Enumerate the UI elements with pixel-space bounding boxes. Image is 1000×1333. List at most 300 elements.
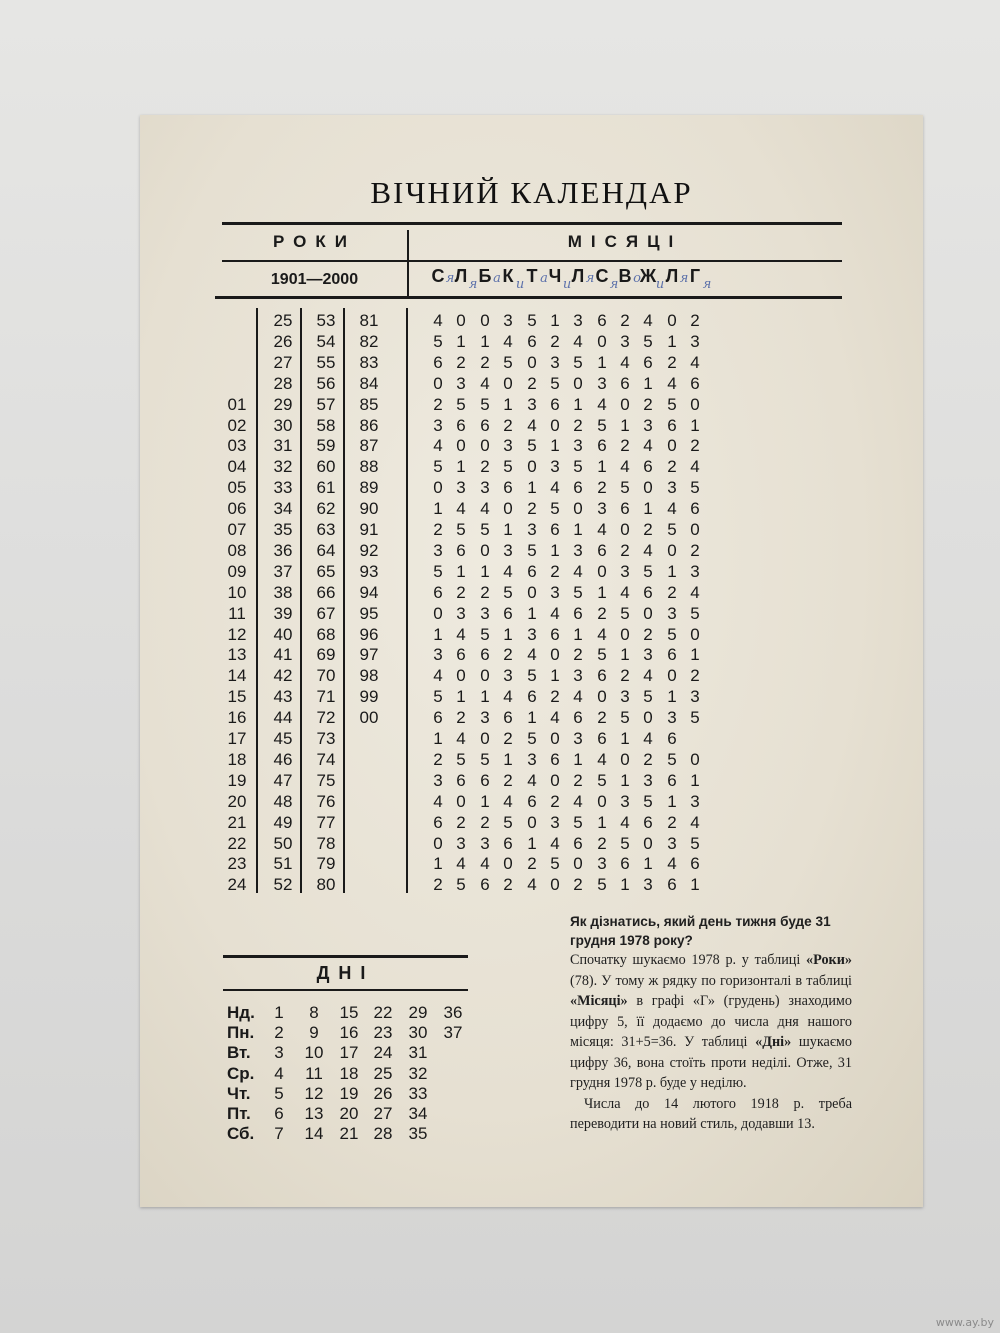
year-cell: 44 [273,708,293,728]
month-offset-cell: 2 [620,311,630,330]
year-cell: 64 [316,540,336,560]
year-cell: 80 [316,875,336,895]
month-offset-cell: 2 [620,436,630,456]
month-offset-cell: 2 [690,436,700,456]
day-number: 33 [408,1083,428,1103]
year-cell: 43 [273,687,293,707]
year-cell: 21 [227,812,247,832]
month-offset-cell: 2 [456,708,466,728]
month-offset-cell: 4 [550,708,560,728]
month-offset-cell: 5 [550,854,560,874]
month-offset-cell: 1 [620,875,630,895]
day-name: Чт. [227,1083,251,1103]
instructions-term-dni: «Дні» [755,1034,792,1050]
month-handwritten-note: а [493,271,501,286]
month-offset-cell: 5 [480,749,490,769]
year-cell: 88 [359,457,379,477]
year-cell: 54 [316,331,336,351]
month-offset-cell: 0 [690,394,700,414]
month-label: С [595,266,609,286]
month-offset-cell: 2 [643,520,653,539]
month-offset-cell: 3 [456,603,466,623]
month-offset-cell: 5 [550,499,560,519]
year-cell: 16 [227,708,247,728]
day-number: 21 [339,1124,359,1144]
month-offset-cell: 2 [597,478,607,498]
month-offset-cell: 5 [456,394,466,414]
year-cell: 50 [273,833,293,853]
month-offset-cell: 1 [480,791,490,811]
year-cell: 75 [316,770,336,790]
year-cell: 67 [316,603,336,623]
month-offset-cell: 3 [620,687,630,707]
year-cell: 45 [273,729,293,748]
month-offset-cell: 2 [527,499,537,519]
year-cell: 53 [316,311,336,330]
month-offset-cell: 4 [690,582,700,602]
month-offset-cell: 1 [503,749,513,769]
year-cell: 47 [273,770,293,790]
month-label: Б [478,266,492,286]
month-offset-cell: 5 [643,561,653,581]
month-offset-cell: 6 [527,791,537,811]
day-number: 11 [305,1063,323,1083]
instructions-text: (78). У тому ж рядку по горизонталі в таблиці [570,972,852,989]
page-title: ВІЧНИЙ КАЛЕНДАР [370,175,693,210]
month-offset-cell: 5 [573,812,583,832]
month-offset-cell: 4 [620,352,630,372]
month-offset-cell: 3 [480,478,490,498]
month-label: Ч [548,266,562,286]
day-name: Вт. [227,1043,251,1063]
month-offset-cell: 4 [550,478,560,498]
month-offset-cell: 6 [620,854,630,874]
month-offset-cell: 5 [503,812,513,832]
month-offset-cell: 4 [620,457,630,477]
year-cell: 36 [273,540,293,560]
month-offset-cell: 4 [597,749,607,769]
year-cell: 05 [227,478,247,498]
month-offset-cell: 6 [456,645,466,665]
month-label: Ж [639,266,657,286]
month-offset-cell: 6 [433,812,443,832]
month-offset-cell: 1 [620,415,630,435]
month-offset-cell: 2 [597,603,607,623]
month-offset-cell: 6 [643,457,653,477]
year-cell: 24 [227,875,247,895]
year-cell: 02 [227,415,247,435]
month-offset-cell: 1 [433,854,443,874]
month-offset-cell: 4 [597,624,607,644]
year-cell: 55 [316,352,336,372]
year-cell: 81 [359,311,379,330]
year-cell: 72 [316,708,336,728]
year-cell: 07 [227,520,247,539]
month-offset-cell: 6 [667,875,677,895]
month-offset-cell: 5 [643,687,653,707]
month-offset-cell: 2 [503,645,513,665]
instructions-paragraph-1 [570,950,852,1094]
month-offset-cell: 1 [433,624,443,644]
instructions-text: Спочатку шукаємо 1978 р. у таблиці [570,952,807,968]
month-offset-cell: 3 [573,540,583,560]
month-offset-cell: 3 [550,812,560,832]
month-offset-cell: 5 [480,394,490,414]
year-cell: 71 [316,687,336,707]
month-offset-cell: 1 [597,582,607,602]
month-offset-cell: 5 [503,582,513,602]
instructions-text: шукаємо цифру 36, вона стоїть проти неділі. Отже, 31 грудня 1978 р. буде у неділю. [570,1034,853,1091]
year-cell: 48 [273,791,293,811]
year-cell: 61 [316,478,336,498]
month-offset-cell: 0 [503,854,513,874]
year-cell: 34 [273,499,293,519]
month-offset-cell: 2 [550,791,560,811]
month-handwritten-note: и [655,277,665,292]
day-number: 35 [408,1124,428,1144]
year-cell: 56 [316,373,336,393]
month-offset-cell: 0 [550,415,560,435]
month-offset-cell: 4 [690,812,700,832]
month-offset-cell: 6 [690,854,700,874]
month-offset-cell: 4 [527,415,537,435]
day-number: 32 [408,1063,428,1083]
month-offset-cell: 4 [550,603,560,623]
month-offset-cell: 6 [480,875,490,895]
month-offset-cell: 4 [573,561,583,581]
month-offset-cell: 3 [667,833,677,853]
year-cell: 39 [273,603,293,623]
month-offset-cell: 4 [456,624,466,644]
month-offset-cell: 4 [690,457,700,477]
year-cell: 41 [273,645,293,665]
year-cell: 08 [227,540,247,560]
month-handwritten-note: и [515,277,525,292]
month-offset-cell: 1 [480,561,490,581]
month-offset-cell: 0 [690,520,700,539]
month-offset-cell: 1 [527,833,537,853]
month-offset-cell: 2 [503,875,513,895]
month-offset-cell: 6 [573,603,583,623]
month-offset-cell: 5 [643,791,653,811]
month-offset-cell: 2 [480,812,490,832]
day-number: 8 [309,1003,319,1022]
month-offset-cell: 3 [503,540,513,560]
year-cell: 86 [359,415,379,435]
month-offset-cell: 5 [573,352,583,372]
month-offset-cell: 0 [643,478,653,498]
month-handwritten-note: я [609,277,619,292]
month-handwritten-note: я [702,277,712,292]
month-offset-cell: 0 [550,645,560,665]
month-offset-cell: 0 [620,624,630,644]
month-offset-cell: 6 [456,540,466,560]
month-offset-cell: 1 [527,708,537,728]
day-number: 23 [373,1023,393,1043]
month-offset-cell: 6 [620,499,630,519]
year-cell: 51 [273,854,293,874]
month-offset-cell: 5 [480,624,490,644]
day-number: 10 [304,1043,324,1063]
year-cell: 17 [227,729,247,748]
month-offset-cell: 2 [550,331,560,351]
month-offset-cell: 2 [667,352,677,372]
month-offset-cell: 5 [456,875,466,895]
year-cell: 77 [316,812,336,832]
year-cell: 00 [359,708,379,728]
month-offset-cell: 0 [456,791,466,811]
month-offset-cell: 3 [573,311,583,330]
month-offset-cell: 1 [456,561,466,581]
month-offset-cell: 0 [550,770,560,790]
year-cell: 83 [359,352,379,372]
month-offset-cell: 0 [480,666,490,686]
month-offset-cell: 1 [550,311,560,330]
month-offset-cell: 5 [456,520,466,539]
month-offset-cell: 2 [643,749,653,769]
month-offset-cell: 0 [433,478,443,498]
year-cell: 38 [273,582,293,602]
year-cell: 69 [316,645,336,665]
month-offset-cell: 4 [456,854,466,874]
month-offset-cell: 6 [433,582,443,602]
month-label: Л [665,266,679,286]
month-offset-cell: 3 [643,645,653,665]
month-offset-cell: 4 [503,561,513,581]
month-offset-cell: 5 [690,478,700,498]
month-offset-cell: 4 [456,499,466,519]
month-offset-cell: 1 [620,770,630,790]
month-offset-cell: 3 [573,666,583,686]
year-cell: 12 [227,624,247,644]
day-number: 19 [339,1083,359,1103]
month-offset-cell: 6 [667,729,677,748]
month-offset-cell: 2 [527,373,537,393]
month-offset-cell: 2 [643,624,653,644]
header-rule-mid [222,260,842,262]
month-offset-cell: 0 [597,561,607,581]
month-offset-cell: 1 [667,687,677,707]
month-offset-cell: 3 [433,540,443,560]
month-offset-cell: 4 [456,729,466,748]
day-number: 37 [443,1023,463,1043]
year-cell: 15 [227,687,247,707]
month-offset-cell: 2 [550,687,560,707]
day-name: Пн. [227,1023,255,1043]
month-offset-cell: 4 [433,436,443,456]
month-offset-cell: 0 [643,708,653,728]
month-offset-cell: 1 [480,331,490,351]
month-offset-cell: 2 [690,666,700,686]
year-cell: 35 [273,520,293,539]
month-offset-cell: 1 [643,854,653,874]
header-rule-bottom [215,296,842,299]
month-offset-cell: 6 [690,499,700,519]
month-offset-cell: 1 [456,687,466,707]
header-rule-top [222,222,842,225]
year-cell: 59 [316,436,336,456]
month-offset-cell: 6 [433,708,443,728]
month-offset-cell: 4 [503,791,513,811]
month-offset-cell: 3 [667,478,677,498]
month-offset-cell: 0 [597,791,607,811]
month-offset-cell: 1 [643,499,653,519]
month-offset-cell: 6 [667,770,677,790]
month-offset-cell: 5 [690,833,700,853]
day-number: 4 [274,1063,284,1083]
year-cell: 76 [316,791,336,811]
month-offset-cell: 2 [456,352,466,372]
month-offset-cell: 0 [667,540,677,560]
month-offset-cell: 2 [690,311,700,330]
month-offset-cell: 3 [643,770,653,790]
month-offset-cell: 4 [643,729,653,748]
year-cell: 92 [359,540,379,560]
month-offset-cell: 1 [620,729,630,748]
year-cell: 10 [227,582,247,602]
month-offset-cell: 2 [690,540,700,560]
month-offset-cell: 6 [503,708,513,728]
year-cell: 40 [273,624,293,644]
month-offset-cell: 1 [480,687,490,707]
month-offset-cell: 3 [503,666,513,686]
year-cell: 18 [227,749,247,769]
year-cell: 87 [359,436,379,456]
month-offset-cell: 0 [480,436,490,456]
month-offset-cell: 4 [643,666,653,686]
day-number: 9 [309,1023,319,1043]
month-offset-cell: 1 [690,770,700,790]
years-header: РОКИ [273,232,356,251]
month-offset-cell: 4 [643,311,653,330]
month-offset-cell: 2 [503,729,513,748]
month-offset-cell: 1 [503,520,513,539]
month-offset-cell: 2 [573,770,583,790]
month-offset-cell: 5 [433,687,443,707]
month-offset-cell: 5 [503,352,513,372]
month-offset-cell: 5 [667,624,677,644]
month-offset-cell: 1 [503,624,513,644]
month-offset-cell: 3 [550,352,560,372]
month-offset-cell: 1 [690,415,700,435]
year-cell: 13 [227,645,247,665]
month-offset-cell: 3 [480,708,490,728]
month-offset-cell: 1 [433,729,443,748]
month-offset-cell: 6 [550,749,560,769]
month-offset-cell: 4 [433,666,443,686]
month-offset-cell: 0 [480,729,490,748]
month-offset-cell: 0 [503,499,513,519]
day-number: 12 [304,1083,324,1103]
month-offset-cell: 0 [527,457,537,477]
month-offset-cell: 3 [620,561,630,581]
month-label: Г [689,266,701,286]
month-offset-cell: 2 [667,457,677,477]
month-offset-cell: 6 [480,770,490,790]
month-offset-cell: 2 [480,457,490,477]
month-offset-cell: 6 [527,561,537,581]
month-offset-cell: 6 [690,373,700,393]
month-offset-cell: 6 [503,603,513,623]
instructions-term-misiatsi: «Місяці» [570,993,628,1009]
month-offset-cell: 1 [620,645,630,665]
month-offset-cell: 6 [573,478,583,498]
month-offset-cell: 5 [433,457,443,477]
month-label: Т [526,266,538,286]
month-offset-cell: 0 [667,436,677,456]
instructions-question: Як дізнатись, який день тижня буде 31 грудня 1978 року? [570,914,831,948]
day-number: 25 [373,1063,393,1083]
month-offset-cell: 2 [573,875,583,895]
month-offset-cell: 3 [597,499,607,519]
month-offset-cell: 6 [643,352,653,372]
month-offset-cell: 0 [690,624,700,644]
day-number: 27 [373,1104,393,1123]
month-offset-cell: 5 [597,415,607,435]
month-offset-cell: 0 [573,373,583,393]
month-offset-cell: 1 [597,352,607,372]
year-cell: 25 [273,311,293,330]
years-range: 1901—2000 [270,271,359,288]
day-number: 29 [408,1003,428,1022]
month-offset-cell: 3 [503,436,513,456]
month-offset-cell: 5 [667,749,677,769]
year-cell: 04 [227,457,247,477]
month-offset-cell: 4 [667,854,677,874]
month-offset-cell: 5 [620,478,630,498]
day-number: 14 [304,1124,324,1144]
month-offset-cell: 3 [573,729,583,748]
day-number: 16 [339,1023,359,1043]
instructions [570,912,852,1135]
month-offset-cell: 1 [690,645,700,665]
month-offset-cell: 6 [597,729,607,748]
month-offset-cell: 5 [597,770,607,790]
year-cell: 49 [273,812,293,832]
year-cell: 31 [273,436,293,456]
month-handwritten-note: я [585,271,595,286]
instructions-paragraph-2: Числа до 14 лютого 1918 р. треба переводити на новий стиль, додавши 13. [570,1095,852,1132]
year-cell: 68 [316,624,336,644]
day-number: 13 [304,1104,324,1123]
month-offset-cell: 1 [573,520,583,539]
month-offset-cell: 0 [620,520,630,539]
month-offset-cell: 4 [620,582,630,602]
year-cell: 26 [273,331,293,351]
month-offset-cell: 6 [503,833,513,853]
day-number: 1 [274,1003,284,1022]
month-offset-cell: 5 [527,436,537,456]
month-offset-cell: 3 [433,770,443,790]
month-offset-cell: 6 [550,394,560,414]
month-handwritten-note: а [540,271,548,286]
month-offset-cell: 0 [643,603,653,623]
day-number: 18 [339,1063,359,1083]
month-offset-cell: 3 [620,331,630,351]
month-offset-cell: 4 [550,833,560,853]
month-offset-cell: 1 [550,540,560,560]
month-offset-cell: 3 [620,791,630,811]
month-offset-cell: 6 [503,478,513,498]
day-name: Нд. [227,1003,255,1022]
year-cell: 70 [316,666,336,686]
days-header: ДНІ [316,963,375,983]
month-offset-cell: 2 [667,812,677,832]
month-offset-cell: 6 [620,373,630,393]
year-cell: 96 [359,624,379,644]
month-offset-cell: 3 [433,415,443,435]
year-cell: 23 [227,854,247,874]
